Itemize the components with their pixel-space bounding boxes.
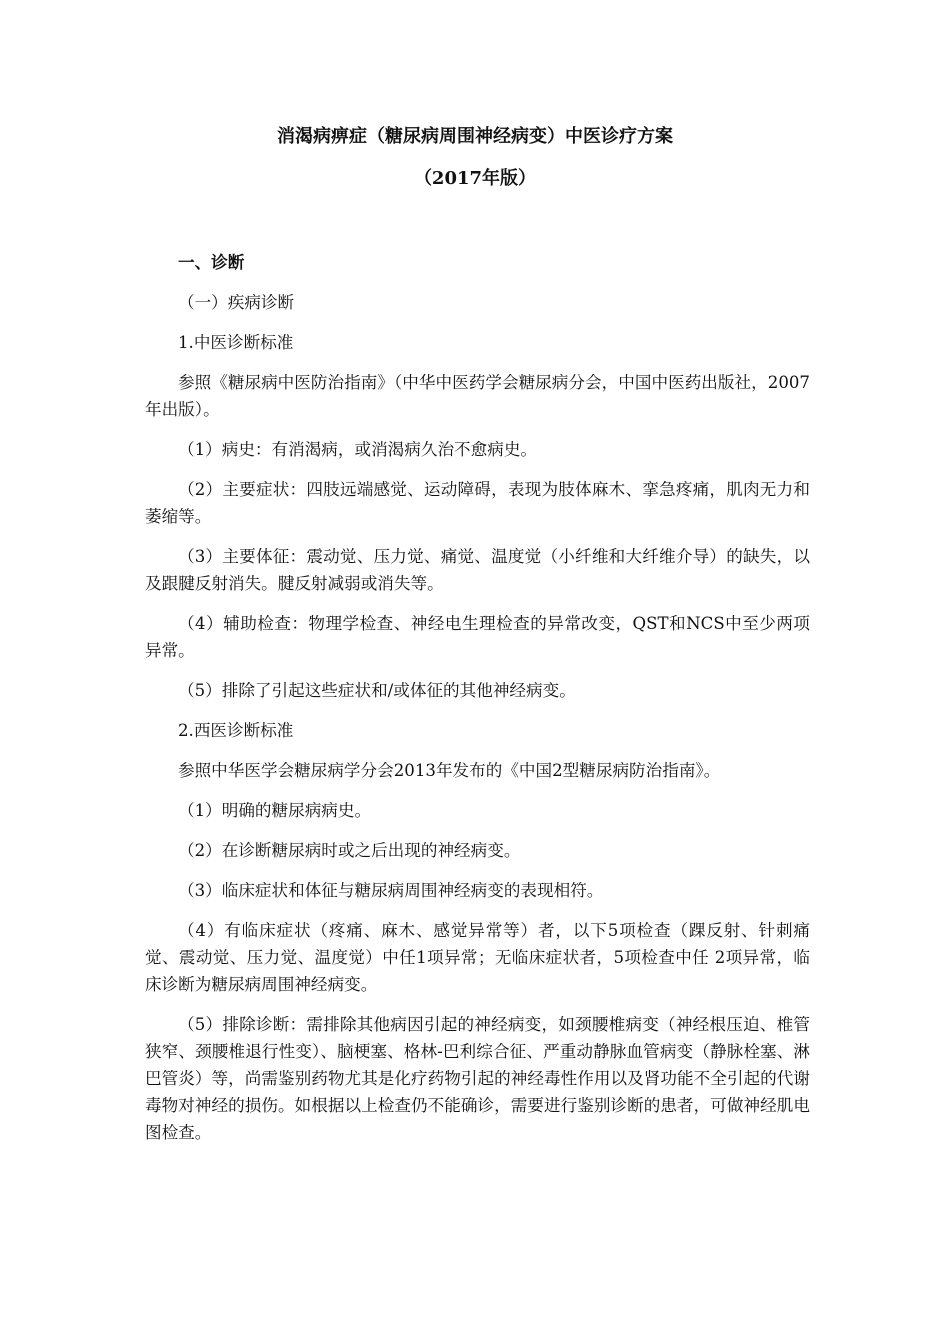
heading-tcm-criteria: 1.中医诊断标准 [178,333,294,352]
paragraph: （4）有临床症状（疼痛、麻木、感觉异常等）者，以下5项检查（踝反射、针刺痛觉、震动觉、压力觉、温度觉）中任1项异常；无临床症状者，5项检查中任 2项异常，临床诊断为糖尿病周围神经病变。 [145,921,810,994]
paragraph: （2）在诊断糖尿病时或之后出现的神经病变。 [178,841,521,860]
document-subtitle: （2017年版） [413,168,537,189]
paragraph: （1）明确的糖尿病病史。 [178,801,372,820]
paragraph: （1）病史：有消渴病，或消渴病久治不愈病史。 [178,440,538,459]
paragraph: （5）排除诊断：需排除其他病因引起的神经病变，如颈腰椎病变（神经根压迫、椎管狭窄、颈腰椎退行性变）、脑梗塞、格林-巴利综合征、严重动静脉血管病变（静脉栓塞、淋巴管炎）等，尚需鉴别药物尤其是化疗药物引起的神经毒性作用以及肾功能不全引起的代谢毒物对神经的损伤。如根据以上检查仍不能确诊，需要进行鉴别诊断的患者，可做神经肌电图检查。 [145,1015,810,1142]
paragraph: （2）主要症状：四肢远端感觉、运动障碍，表现为肢体麻木、挛急疼痛，肌肉无力和萎缩等。 [145,480,810,526]
document-title: 消渴病痹症（糖尿病周围神经病变）中医诊疗方案 [277,126,673,147]
paragraph: 参照《糖尿病中医防治指南》（中华中医药学会糖尿病分会，中国中医药出版社，2007年出版）。 [145,373,810,419]
document-body [145,249,810,1146]
subsection-heading-disease-diagnosis: （一）疾病诊断 [178,293,295,312]
paragraph: （4）辅助检查：物理学检查、神经电生理检查的异常改变，QST和NCS中至少两项异常。 [145,614,810,660]
paragraph: 参照中华医学会糖尿病学分会2013年发布的《中国2型糖尿病防治指南》。 [178,761,721,780]
heading-western-criteria: 2.西医诊断标准 [178,721,294,740]
paragraph: （5）排除了引起这些症状和/或体征的其他神经病变。 [178,681,576,700]
section-heading-diagnosis: 一、诊断 [178,252,245,272]
paragraph: （3）临床症状和体征与糖尿病周围神经病变的表现相符。 [178,881,604,900]
paragraph: （3）主要体征：震动觉、压力觉、痛觉、温度觉（小纤维和大纤维介导）的缺失，以及跟腱反射消失。腱反射减弱或消失等。 [145,547,810,593]
